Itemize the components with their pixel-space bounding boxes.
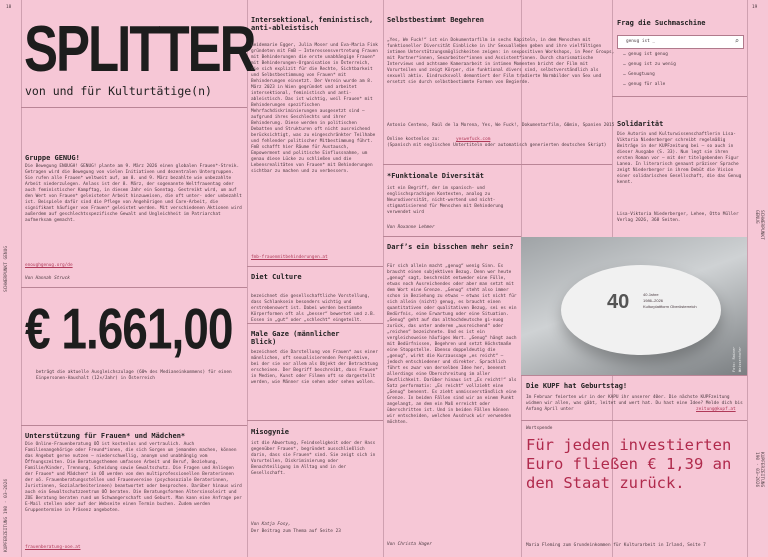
malegaze-title: Male Gaze (männlicher Blick): [251, 330, 340, 346]
cake-photo: [521, 237, 747, 375]
cake-text-1: 40 Jahre: [643, 292, 659, 297]
divider: [383, 164, 612, 165]
selbstbestimmt-online: Online kostenlos zu:: [387, 137, 440, 142]
misogynie-body: ist die Abwertung, Feindseligkeit oder der Hass gegenüber Frauen*, begründet ausschließlich darin, dass sie Frauen* sind. Sie zeigt sich in Vorurteilen, Diskriminierung oder Benachteiligung im Alltag und in der Gesellschaft.: [251, 441, 376, 476]
search-icon[interactable]: ⌕: [734, 37, 739, 45]
malegaze-body: bezeichnet die Darstellung von Frauen* aus einer männlichen, oft sexualisierenden Perspektive, bei der sie vor allem als Objekt der Betrachtung erscheinen. Der Begriff beschreibt, dass Frauen* in Medien, Kunst oder Filmen oft so dargestellt werden, wie Männer sie sehen oder sehen wollen.: [251, 350, 378, 385]
divider: [521, 375, 747, 376]
solidaritaet-title: Solidarität: [617, 120, 664, 128]
column-rule: [383, 0, 384, 557]
selbstbestimmt-credit: Antonio Centeno, Raúl de la Morena, Yes, We Fuck!, Dokumentarfilm, 60min, Spanien 2015: [387, 123, 615, 128]
side-label-right-top: SCHWERPUNKT GENUG: [754, 210, 764, 240]
selbstbestimmt-title: Selbstbestimmt Begehren: [387, 16, 484, 24]
funktionale-title: *Funktionale Diversität: [387, 172, 484, 180]
kupf-link[interactable]: zeitung@kupf.at: [696, 407, 736, 412]
search-query: genug ist _: [626, 39, 656, 44]
intersektional-title: Intersektional, feministisch, anti-ableistisch: [251, 16, 374, 32]
darfs-title: Darf’s ein bisschen mehr sein?: [387, 243, 514, 251]
column-rule: [747, 0, 748, 557]
divider: [383, 236, 521, 237]
diet-title: Diet Culture: [251, 273, 302, 281]
page-number-right: 19: [752, 5, 758, 10]
intersektional-link[interactable]: fmb-frauenmitbehinderungen.at: [251, 255, 328, 260]
side-label-left-top: SCHWERPUNKT GENUG: [4, 245, 9, 292]
divider: [247, 323, 383, 324]
genug-body: Die Bewegung ENOUGH! GENUG! plante am 9. März 2026 einen globalen Frauen*-Streik. Getragen wird die Bewegung von vielen Initiativen und dezentralen Untergruppen. Sie rufen alle Frauen* weltweit auf, am 8. und 9. März bezahlte wie unbezahlte Arbeit niederzulegen. Anlass ist der 8. März, der sogenannte Weltfrauentag oder auch feministischer Kampftag, in diesem Jahr ein Sonntag. Gestreikt wird, um auf den Wert von Frauen* geleisteter Arbeit hinzuweisen, die oft unter- oder unbezahlt ist. Beispiele dafür sind die Pflege von Angehörigen und Care-Arbeit, die signifikant häufiger von Frauen* geleistet werden. Mit verschiedenen Aktionen wird außerdem auf geschlechtsspezifische Gewalt und Ungleichheit im Patriarchat aufmerksam gemacht.: [25, 164, 242, 223]
cake-shape: [561, 265, 721, 355]
funktionale-body: ist ein Begriff, der im spanisch- und englischsprachigen Kontexten, analog zu Neurodiversität, nicht-wertend und nicht-stigmatisierend für Menschen mit Behinderung verwendet wird: [387, 186, 504, 215]
genug-link[interactable]: enoughgenug.org/de: [25, 263, 73, 268]
divider: [21, 425, 247, 426]
misogynie-note: Der Beitrag zum Thema auf Seite 23: [251, 529, 341, 534]
splitter-subtitle: von und für Kulturtätige(n): [25, 84, 212, 98]
kupf-body: Im Februar feierten wir in der KAPU ihr unserer 40er. Die nächste KUPFzeitung widmen wir allen, was gäbt, leitet und wert hat. Du hast eine Idee? Melde dich bis Anfang April unter: [526, 395, 743, 412]
quote-text: Für jeden investierten Euro fließen € 1,39 an den Staat zurück.: [526, 436, 732, 492]
amount-caption: beträgt die aktuelle Ausgleichszulage (60% des Medianeinkommens) für einen Einpersonen-Haushalt (12×/Jahr) in Österreich: [36, 370, 232, 381]
suchmaschine-title: Frag die Suchmaschine: [617, 19, 706, 27]
selbstbestimmt-body: „Yes, We Fuck!“ ist ein Dokumentarfilm in sechs Kapiteln, in dem Menschen mit funktioneller Diversität Einblicke in ihr Sexualleben geben und ihre vielfältigen intimen Unterstützungsmöglichkeiten zeigen: in sexpositiven Workshops, in Peer Groups, mit Partner*innen, Sexarbeiter*innen und Assistent*innen. Durch charismatische Interviews und achtsame Kameraarbeit in intimen Momenten bricht der Film mit Vorurteilen und zeigt Körper, die funktional divers sind, selbstverständlich als sexuell aktiv. Eindrucksvoll demontiert der Film tradierte Normbilder von Sex und ersetzt sie durch selbstbestimmte Formen von Begierde.: [387, 38, 615, 85]
misogynie-title: Misogynie: [251, 428, 289, 436]
solidaritaet-body: Die Autorin und Kulturwissenschaftlerin Lisa-Viktoria Niederberger schreibt regelmäßig Beiträge in der KUPFzeitung bei – so auch in dieser Ausgabe (S. 33). Nun legt sie ihren ersten Roman vor – mit der titelgebenden Figur Lanea. In literarisch genaunt präziser Sprache zeigt Niederberger in ihrem Debüt die Vision einer solidarischen Gesellschaft, die das Genug kennt.: [617, 132, 742, 185]
intersektional-body: Heidemarie Egger, Julia Moser und Eva-Maria Fink gründeten mit FmB – Interessensvertretung Frauen mit Behinderungen die erste unabhängige Frauen* mit Behinderungen-Organisation in Österreich, die sich explizit für die Rechte, Sichtbarkeit und Selbstbestimmung von Frauen* mit Behinderungen einsetzt. Der Verein wurde am 8. März 2023 in Wien gegründet und arbeitet intersektional, feministisch und anti-ableistisch. Das ist wichtig, weil Frauen* mit Behinderungen spezifischen Mehrfachdiskriminierungen ausgesetzt sind – aufgrund ihres Geschlechts und ihrer Behinderung. Diese werden in politischen Debatten und Strukturen oft nicht ausreichend berücksichtigt, was zu eingeschränkter Teilhabe und fehlender politischer Mitbestimmung führt. FmB schafft hier Räume für Austausch, Empowerment und politische Einflussnahme, um genau diese Lücke zu schließen und die Lebensrealitäten von Frauen* mit Behinderungen sichtbar zu machen und zu verbessern.: [251, 43, 378, 174]
genug-author: Von Hannah Struck: [25, 276, 70, 281]
cake-text-3: Kulturplattform Oberösterreich: [643, 304, 697, 309]
side-label-left-bottom: KUPFERZEITUNG 190 · 03–2026: [4, 478, 9, 552]
genug-title: Gruppe GENUG!: [25, 154, 80, 162]
photo-credit: Foto: Rainer Weissenhofer: [732, 346, 742, 372]
amount-value: € 1.661,00: [25, 295, 233, 361]
cake-text-2: 1986–2026: [643, 298, 664, 303]
quote-label: Wortspende: [526, 426, 553, 431]
divider: [247, 420, 383, 421]
suggestion-2[interactable]: … genug ist zu wenig: [623, 62, 676, 67]
divider: [612, 96, 747, 97]
darfs-body: Für sich allein macht „genug“ wenig Sinn. Es braucht einen subjektiven Bezug. Denn wer heute „genug“ sagt, beschreibt entweder eine Fülle, etwas noch Ausreichendes oder aber man setzt mit dem Wort eine Grenze. „Genug“ steht also immer schon in Beziehung zu etwas – etwas ist nicht für sich allein (nicht) genug, es braucht einen quantitativen oder qualitativen Bezug, sei es ein Bedürfnis, eine Erwartung oder eine Situation. „Genug“ geht auf das althochdeutsche gi-nuog zurück, das unter anderem „ausreichend“ oder „reichen“ bezeichnete. Und es ist ein vergleichsweise häufiges Wort. „Genug“ hängt auch mit Bedürfnissen, Begehren und setzt Höchstmaße eine Stoppstelle. Ebenso doppeldeutig die „genug“, wirkt die Kurzaussage „es reicht“ – jedoch entschiedener und direkter. Sprachlich führt es zwar von derselben Idee her, benennt allerdings eine Überschreitung im aller Deutlichkeit. Darüber hinaus ist „Es reicht!“ als Satz performativ: „Es reicht“ vollzieht eine „Genug“ benennt. Es zieht unmissverständlich eine Grenze. In beiden Fällen sind wir an einem Punkt angelangt, an dem ein Maß erreicht oder überschritten ist. Und in beiden Fällen können wir entscheiden, welchen Ausdruck wir verwenden möchten.: [387, 264, 517, 425]
divider: [521, 420, 747, 421]
search-input[interactable]: [617, 35, 744, 49]
suggestion-1[interactable]: … genug ist genug: [623, 52, 668, 57]
funktionale-author: Von Roxanne Lehmer: [387, 225, 435, 230]
kupf-title: Die KUPF hat Geburtstag!: [526, 382, 628, 390]
splitter-title: SPLITTER: [24, 12, 255, 86]
solidaritaet-credit: Lisa-Viktoria Niederberger, Lehee, Otto Müller Verlag 2026, 368 Seiten.: [617, 212, 739, 223]
page-number-left: 18: [6, 5, 12, 10]
side-label-right-bottom: KUPFERZEITUNG 190 · 03–2026: [754, 452, 764, 488]
selbstbestimmt-note: (Spanisch mit englischen Untertiteln oder automatisch generierten deutschen Skript): [387, 143, 607, 148]
misogynie-author: Von Katja Fosy,: [251, 522, 291, 527]
support-body: Die Online-Frauenberatung OÖ ist kostenlos und vertraulich. Auch Familienangehörige oder Freund*innen, die sich Sorgen um jemanden machen, können das Angebot gerne nutzen – niederschwellig, anonym und unabhängig vom Öffnungszeiten. Die Beratungsthemen umfassen Arbeit und Beruf, Beziehung, Familie/Kinder, Trennung, Scheidung sowie Gewaltschutz. Die Fragen und Anliegen der Frauen* und Mädchen* in OÖ werden von den multiprofessionellen Beraterinnen der oö. Frauenberatungsstellen und Frauenvereine (psychosoziale Beraterinnen, Juristinnen, Sozialarbeiterinnen) beantwortet oder besprochen. Darüber hinaus wird auch ein Gewaltschutzzentrum OÖ beraten. Die Beratungsformen Altersinsoleirt und ZOE Beratung beraten rund um Schwangerschaft und Geburt. Man kann eine Anfrage per E-Mail stellen oder auf der Webseite einen Termin buchen. Zudem werden Gruppentermine in Präsenz angeboten.: [25, 442, 242, 513]
diet-body: bezeichnet die gesellschaftliche Vorstellung, dass Schlanksein besonders wichtig und erstrebenswert ist. Dabei werden bestimmte Körperformen oft als „besser“ bewertet und z.B. Essen in „gut“ oder „schlecht“ eingeteilt.: [251, 294, 376, 323]
support-title: Unterstützung für Frauen* und Mädchen*: [25, 432, 186, 440]
suggestion-3[interactable]: … Genugtuung: [623, 72, 655, 77]
divider: [21, 287, 247, 288]
selbstbestimmt-link[interactable]: yeswefuck.com: [456, 137, 491, 142]
darfs-author: Von Christa Hager: [387, 542, 432, 547]
divider: [21, 107, 247, 108]
column-rule: [21, 0, 22, 557]
quote-credit: Maria Fleming zum Grundeinkommen für Kulturarbeit in Irland, Seite 7: [526, 543, 706, 548]
support-link[interactable]: frauenberatung-ooe.at: [25, 545, 81, 550]
suggestion-4[interactable]: … genug für alle: [623, 82, 666, 87]
cake-number: 40: [607, 291, 630, 313]
divider: [247, 266, 383, 267]
